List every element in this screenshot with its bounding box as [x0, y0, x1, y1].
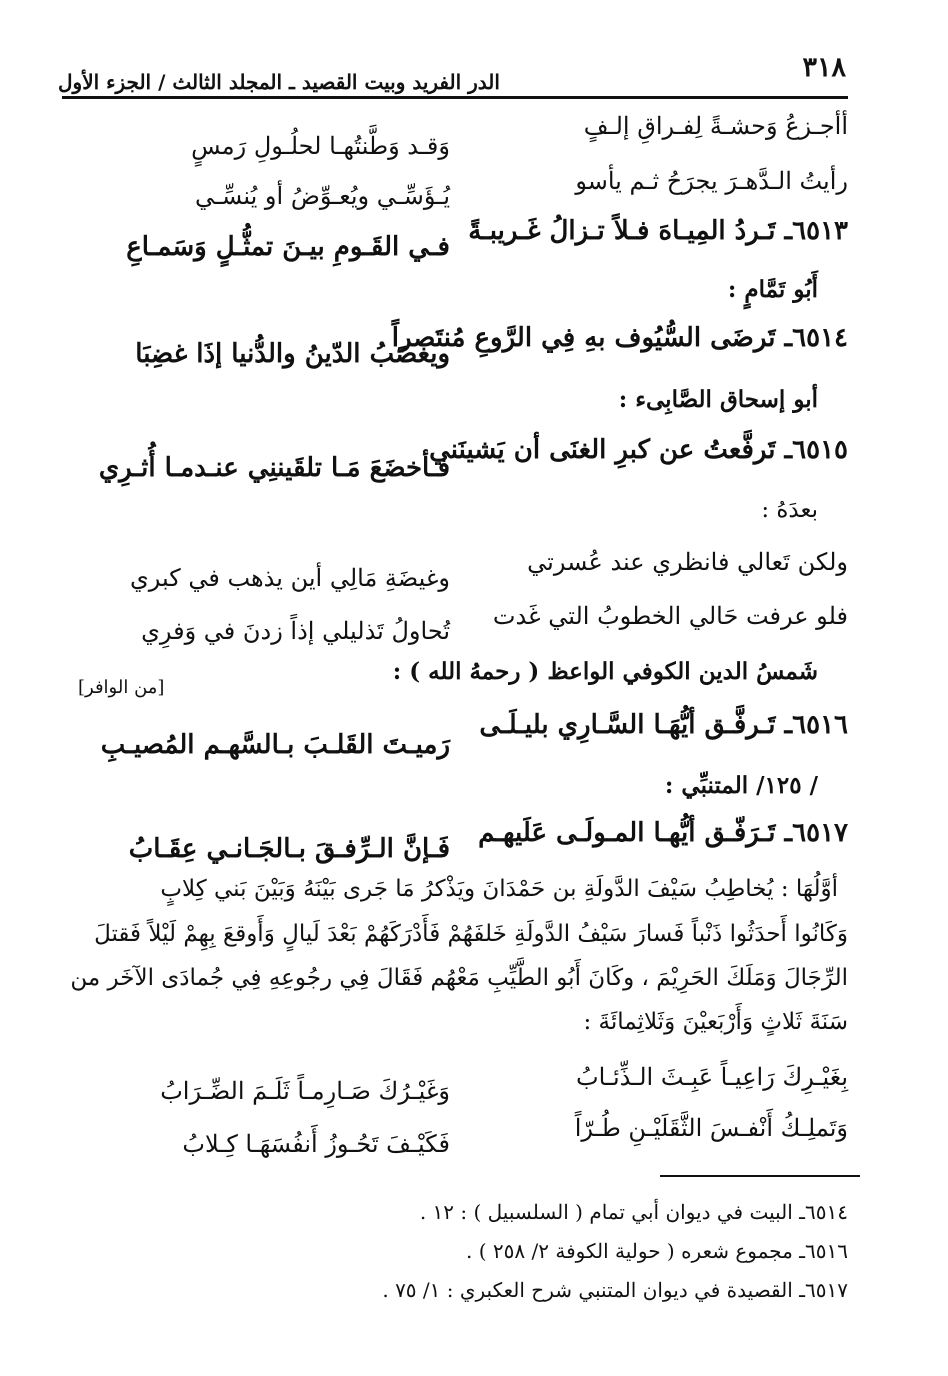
commentary-line: سَنَةَ ثَلاثٍ وَأَرْبَعيْنَ وَثَلاثِمائَةَ : — [583, 1009, 848, 1035]
commentary-line: وَكَانُوا أَحدَثُوا ذَنْباً فَسارَ سَيْفُ الدَّولَةِ خَلفَهُمْ فَأَدْرَكَهُمْ بَعْدَ لَيالٍ وَأَوقعَ بِهِمْ لَيْلاً فَقتلَ — [94, 921, 848, 947]
poet-name: / ١٢٥/ المتنبِّي : — [664, 772, 818, 799]
footnote: ٦٥١٦ـ مجموع شعره ( حولية الكوفة ٢/ ٢٥٨ ) . — [466, 1239, 848, 1263]
entry-6517-left: فَـإنَّ الـرِّفـقَ بـالجَـانـي عِقَـابُ — [128, 834, 450, 864]
entry-6514-left: ويغضَبُ الدّينُ والدُّنيا إذَا غضِبَا — [135, 339, 450, 369]
verse-hemistich-right: فلو عرفت حَالي الخطوبُ التي غَدت — [492, 602, 848, 630]
after-label: بعدَهُ : — [761, 497, 818, 523]
commentary-line: الرِّجَالَ وَمَلَكَ الحَرِيْمَ ، وكَانَ أَبُو الطَّيِّبِ مَعْهُم فَقَالَ فِي رجُوعِهِ فِي جُمادَى الآخَر من — [70, 965, 848, 991]
entry-6516-right: ٦٥١٦ـ تَـرفَّـق أيُّهَـا السَّـارِي بليـلَـى — [479, 710, 848, 740]
verse-hemistich-right: ولكن تَعالي فانظري عند عُسرتي — [527, 548, 848, 576]
verse-hemistich-left: وغيضَةِ مَالِي أين يذهب في كبري — [130, 564, 450, 592]
entry-6515-right: ٦٥١٥ـ تَرفَّعتُ عن كبرِ الغنَى أن يَشينَني — [429, 435, 848, 465]
verse-hemistich-right: رأيتُ الـدَّهـرَ يجرَحُ ثـم يأسو — [575, 167, 848, 195]
footnote-divider — [660, 1175, 860, 1177]
verse-hemistich-left: وَقـد وَطَّنتُهـا لحلُـولِ رَمسٍ — [191, 132, 450, 160]
verse-hemistich-left: فَكَيْـفَ تَحُـوزُ أَنفُسَهَـا كِـلابُ — [182, 1130, 450, 1158]
verse-hemistich-left: وَغَيْـرُكَ صَـارِمـاً ثَلَـمَ الضِّـرَابُ — [160, 1077, 450, 1105]
entry-6513-left: فـي القَـومِ بيـنَ تمثُّـلٍ وَسَمـاعِ — [126, 232, 450, 262]
verse-hemistich-left: تُحاولُ تَذليلي إذاً زدنَ في وَفرِي — [141, 617, 450, 645]
page-number: ٣١٨ — [802, 52, 846, 83]
verse-hemistich-right: أأجـزعُ وَحشـةً لِفـراقِ إلـفٍ — [583, 112, 848, 140]
verse-hemistich-right: بِغَيْـرِكَ رَاعِيـاً عَبِـثَ الـذِّئـابُ — [576, 1063, 848, 1091]
entry-6515-left: فـأخضَعَ مَـا تلقَيننِي عنـدمـا أُثـرِي — [98, 453, 450, 483]
entry-6514-right: ٦٥١٤ـ تَرضَى السُّيُوف بهِ فِي الرَّوعِ مُنتَصراً — [391, 323, 848, 353]
entry-6517-right: ٦٥١٧ـ تَـرَفّـق أيُّهـا المـولَـى عَلَيهـم — [478, 818, 848, 848]
footnote: ٦٥١٤ـ البيت في ديوان أبي تمام ( السلسبيل ) : ١٢ . — [419, 1200, 848, 1224]
page-header — [58, 48, 848, 98]
entry-6513-right: ٦٥١٣ـ تَـردُ المِيـاهَ فـلاً تـزالُ غَـريبـةً — [468, 216, 848, 246]
poet-name: أبو إسحاق الصَّابِىء : — [618, 386, 818, 413]
running-title: الدر الفريد وبيت القصيد ـ المجلد الثالث / الجزء الأول — [58, 70, 500, 94]
entry-6516-left: رَميـتَ القَلـبَ بـالسَّهـم المُصيـبِ — [100, 730, 450, 760]
verse-hemistich-right: وَتَملِـكُ أَنْفـسَ الثَّقَلَيْـنِ طُـرّاً — [574, 1114, 848, 1142]
poet-name: شَمسُ الدين الكوفي الواعظ ( رحمهُ الله ) : — [392, 658, 818, 685]
poet-name: أَبُو تَمَّامٍ : — [727, 276, 818, 303]
commentary-line: أوَّلُهَا : يُخاطِبُ سَيْفَ الدَّولَةِ بن حَمْدَانَ ويَذْكرُ مَا جَرى بَيْنَهُ وَبَيْنَ بَني كِلابٍ — [160, 876, 838, 902]
footnote: ٦٥١٧ـ القصيدة في ديوان المتنبي شرح العكبري : ١/ ٧٥ . — [382, 1278, 848, 1302]
meter-label: [من الوافر] — [78, 677, 165, 698]
verse-hemistich-left: يُـؤَسِّـي ويُعـوِّضُ أو يُنسِّـي — [194, 182, 450, 210]
header-divider — [62, 96, 848, 99]
